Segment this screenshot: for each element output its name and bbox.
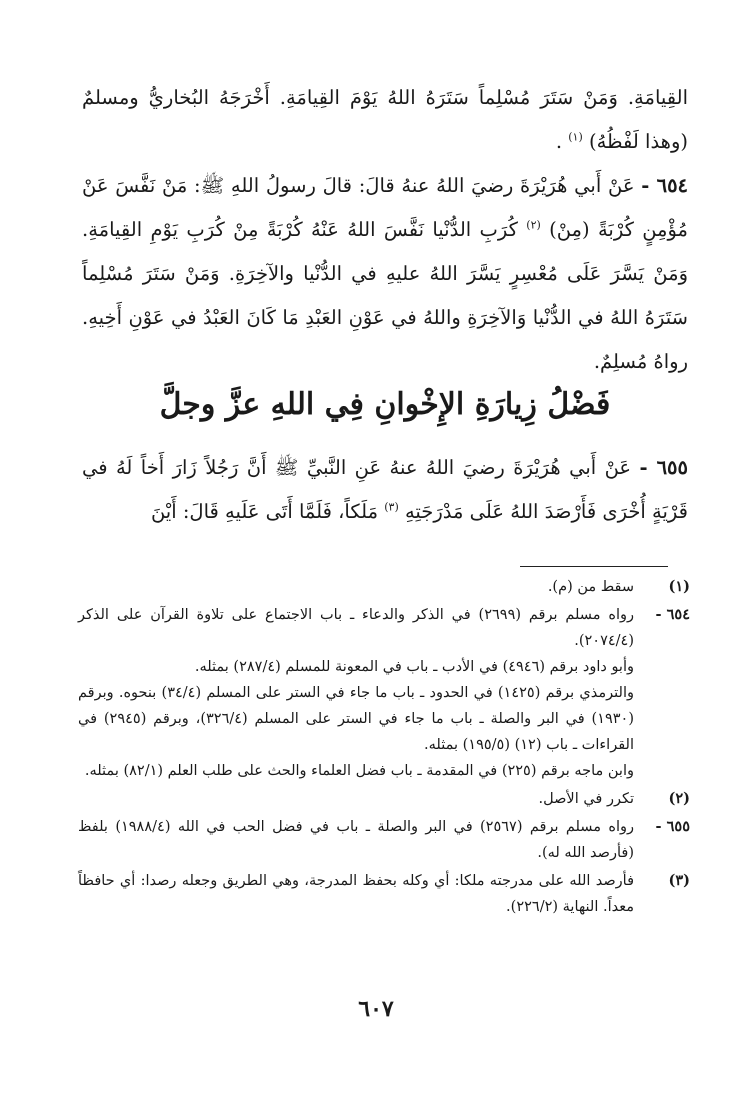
footnote-label: ٦٥٤ -: [655, 606, 690, 623]
hadith-655-text-b: مَلَكاً، فَلَمَّا أَتَى عَلَيهِ قَالَ: أَيْنَ: [150, 500, 379, 523]
footnote-ref-1: (١): [568, 130, 583, 144]
continuation-end: .: [555, 130, 563, 153]
paragraph-continuation: [82, 76, 688, 164]
footnote-line: تكرر في الأصل.: [538, 791, 634, 807]
hadith-655: [82, 446, 688, 534]
footnote-separator: [520, 566, 668, 567]
hadith-number-654: ٦٥٤ -: [641, 174, 689, 197]
footnote-line: فأرصد الله على مدرجته ملكا: أي وكله بحفظ المدرجة، وهي الطريق وجعله رصدا: أي حافظاً معداً. النهاية (٢٢٦/٢).: [78, 873, 634, 915]
footnote-body: [78, 786, 634, 812]
footnote-body: [78, 814, 634, 866]
footnote-label: ٦٥٥ -: [655, 818, 690, 835]
hadith-654: [82, 164, 688, 384]
footnote-654: [78, 602, 690, 784]
footnote-line: وابن ماجه برقم (٢٢٥) في المقدمة ـ باب فضل العلماء والحث على طلب العلم (٨٢/١) بمثله.: [84, 763, 634, 779]
footnote-line: والترمذي برقم (١٤٢٥) في الحدود ـ باب ما جاء في الستر على المسلم (٣٤/٤) بنحوه. وبرقم (١٩٣٠) في البر والصلة ـ باب ما جاء في الستر على المسلم (٣٢٦/٤)، وبرقم (٢٩٤٥) في القراءات ـ باب (١٢) (١٩٥/٥) بمثله.: [78, 685, 634, 753]
footnote-line: وأبو داود برقم (٤٩٤٦) في الأدب ـ باب في المعونة للمسلم (٢٨٧/٤) بمثله.: [194, 659, 634, 675]
footnote-line: رواه مسلم برقم (٢٦٩٩) في الذكر والدعاء ـ باب الاجتماع على تلاوة القرآن على الذكر (٢٠٧٤/٤).: [78, 607, 634, 649]
footnote-body: [78, 574, 634, 600]
footnote-655: [78, 814, 690, 866]
footnote-label: (٣): [668, 872, 690, 889]
page-number: ٦٠٧: [358, 996, 394, 1022]
footnote-1: [78, 574, 690, 600]
footnote-label: (٢): [668, 790, 690, 807]
hadith-654-text-a: عَنْ أَبي هُرَيْرَةَ رضيَ اللهُ عنهُ قالَ: قالَ رسولُ اللهِ ﷺ: مَنْ نَفَّسَ عَنْ مُؤْمِنٍ كُرْبَةً (مِنْ): [82, 174, 689, 241]
footnote-body: [78, 868, 634, 920]
footnote-2: [78, 786, 690, 812]
footnote-body: [78, 602, 634, 784]
footnote-3: [78, 868, 690, 920]
footnote-label: (١): [668, 578, 690, 595]
hadith-654-text-b: كُرَبِ الدُّنْيا نَفَّسَ اللهُ عَنْهُ كُرْبَةً مِنْ كُرَبِ يَوْمِ القِيامَةِ. وَمَنْ يَسَّرَ عَلَى مُعْسِرٍ يَسَّرَ اللهُ عليهِ في الدُّنْيا والآخِرَةِ. وَمَنْ سَتَرَ مُسْلِماً سَتَرَهُ اللهُ في الدُّنْيا وَالآخِرَةِ واللهُ في عَوْنِ العَبْدِ مَا كَانَ العَبْدُ في عَوْنِ أَخِيهِ. رواهُ مُسلِمٌ.: [82, 218, 688, 373]
footnote-line: رواه مسلم برقم (٢٥٦٧) في البر والصلة ـ باب في فضل الحب في الله (١٩٨٨/٤) بلفظ (فأرصد الله له).: [78, 819, 635, 861]
continuation-text: القِيامَةِ. وَمَنْ سَتَرَ مُسْلِماً سَتَرَهُ اللهُ يَوْمَ القِيامَةِ. أَخْرَجَهُ البُخاريُّ ومسلمٌ (وهذا لَفْظُهُ): [82, 86, 688, 153]
hadith-number-655: ٦٥٥ -: [639, 456, 688, 479]
footnote-line: سقط من (م).: [547, 579, 634, 595]
footnote-ref-3: (٣): [384, 500, 399, 514]
hadith-655-text-a: عَنْ أَبي هُرَيْرَةَ رضيَ اللهُ عنهُ عَنِ النَّبيِّ ﷺ أَنَّ رَجُلاً زَارَ أَخاً لَهُ في قَرْيَةٍ أُخْرَى فَأَرْصَدَ اللهُ عَلَى مَدْرَجَتِهِ: [82, 456, 688, 523]
footnotes-section: [78, 574, 690, 922]
footnote-ref-2: (٢): [526, 218, 541, 232]
section-title: فَضْلُ زِيارَةِ الإِخْوانِ فِي اللهِ عزَّ وجلَّ: [159, 387, 611, 422]
